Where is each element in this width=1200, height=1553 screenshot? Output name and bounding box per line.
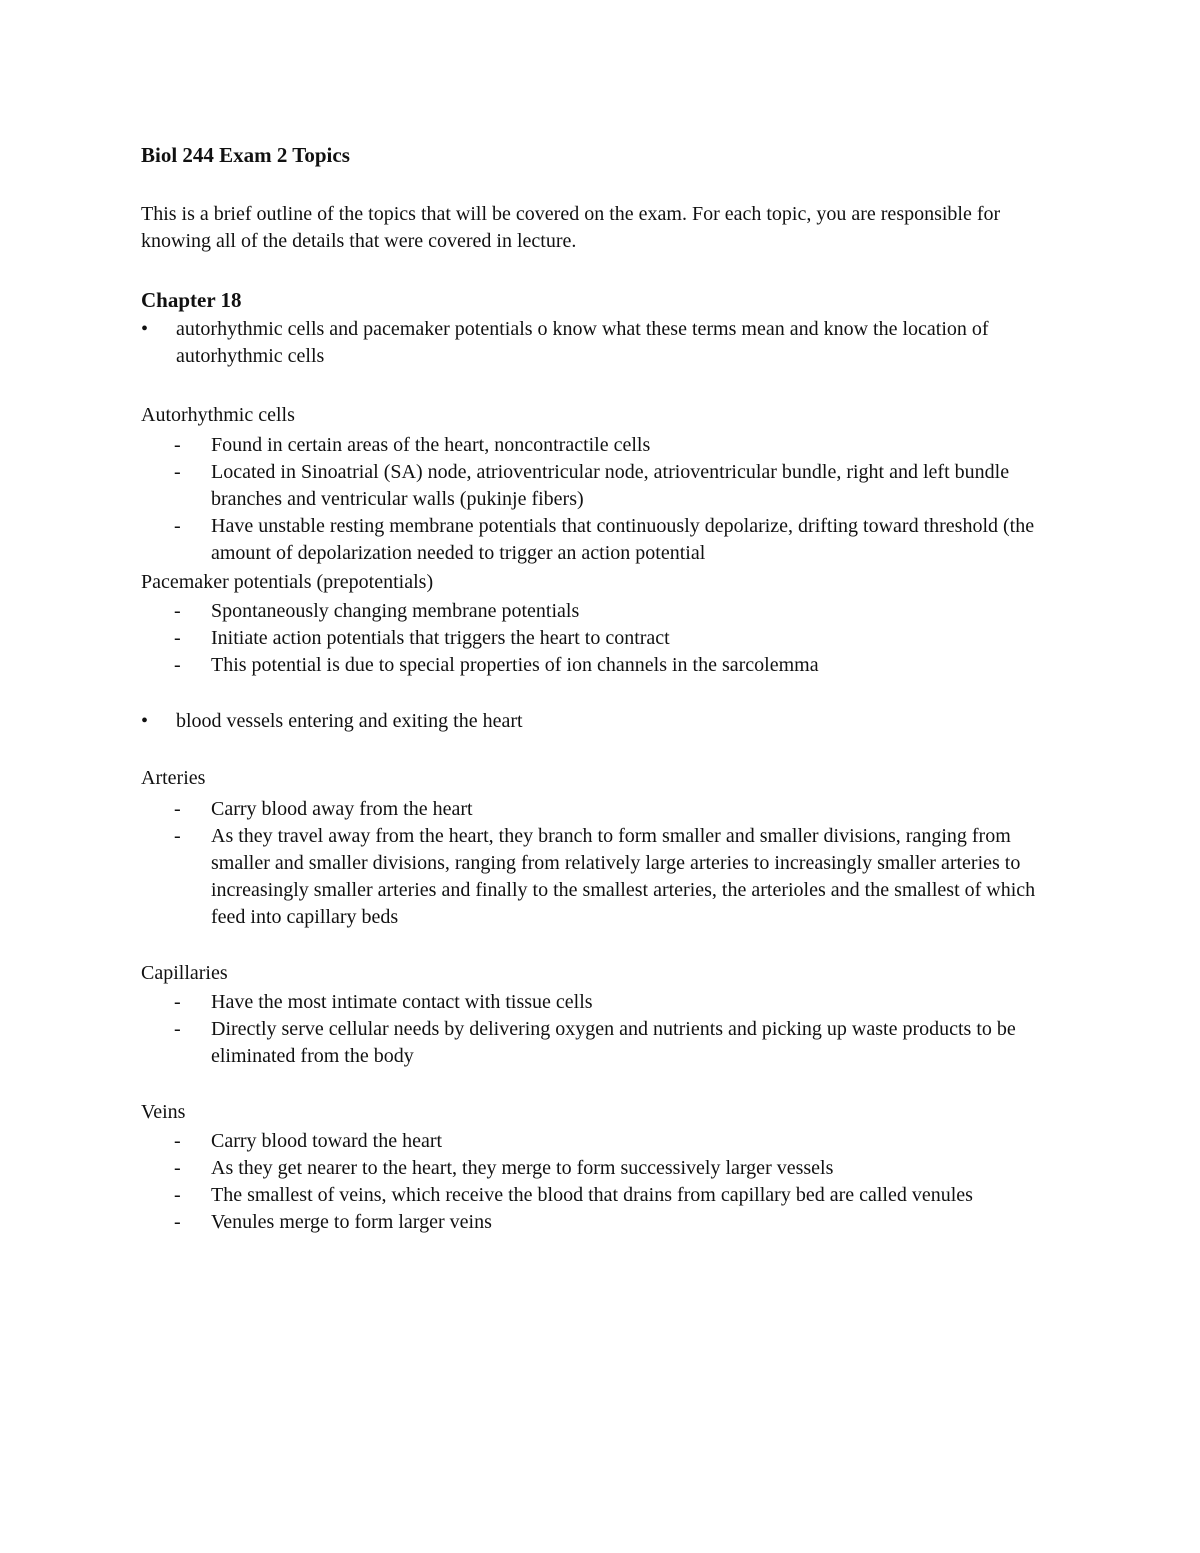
document-title: Biol 244 Exam 2 Topics xyxy=(141,143,350,167)
dash-icon: - xyxy=(174,515,181,537)
arteries-list xyxy=(141,796,1046,931)
veins-list xyxy=(141,1128,1046,1236)
section-heading-veins: Veins xyxy=(141,1101,186,1123)
list-item: - Directly serve cellular needs by delivering oxygen and nutrients and picking up waste products to be eliminated from the body xyxy=(174,1018,1016,1067)
dash-icon: - xyxy=(174,1018,181,1040)
dash-icon: - xyxy=(174,798,181,820)
bullet-text: autorhythmic cells and pacemaker potentials o know what these terms mean and know the location of autorhythmic cells xyxy=(176,318,989,367)
bullet-item xyxy=(141,708,1041,735)
list-item: - Venules merge to form larger veins xyxy=(141,1209,1046,1236)
dash-icon: - xyxy=(174,1211,181,1233)
dash-icon: - xyxy=(174,991,181,1013)
list-item: - As they travel away from the heart, they branch to form smaller and smaller divisions, ranging from smaller and smaller divisions, ranging from relatively large arteries to increasingly smaller arteries to increasingly smaller arteries and finally to the smallest arteries, the arterioles and the smallest of which feed into capillary beds xyxy=(174,825,1036,928)
dash-icon: - xyxy=(174,434,181,456)
list-item: - Found in certain areas of the heart, noncontractile cells xyxy=(141,432,1046,459)
list-item: - Carry blood toward the heart xyxy=(141,1128,1046,1155)
list-item: - Have the most intimate contact with tissue cells xyxy=(141,989,1046,1016)
dash-icon: - xyxy=(174,1130,181,1152)
dash-icon: - xyxy=(174,825,181,847)
bullet-item xyxy=(141,316,1041,370)
list-item: - Spontaneously changing membrane potentials xyxy=(141,598,1046,625)
bullet-icon: • xyxy=(141,318,149,340)
list-item: - The smallest of veins, which receive the blood that drains from capillary bed are called venules xyxy=(141,1182,1046,1209)
section-heading-capillaries: Capillaries xyxy=(141,962,228,984)
list-item: - As they get nearer to the heart, they merge to form successively larger vessels xyxy=(141,1155,1046,1182)
section-heading-pacemaker: Pacemaker potentials (prepotentials) xyxy=(141,571,434,593)
dash-icon: - xyxy=(174,654,181,676)
list-item: - Initiate action potentials that triggers the heart to contract xyxy=(141,625,1046,652)
bullet-text: blood vessels entering and exiting the heart xyxy=(176,710,523,732)
chapter-heading: Chapter 18 xyxy=(141,288,242,312)
pacemaker-list xyxy=(141,598,1046,679)
dash-icon: - xyxy=(174,1184,181,1206)
dash-icon: - xyxy=(174,461,181,483)
list-item: - This potential is due to special properties of ion channels in the sarcolemma xyxy=(141,652,1046,679)
list-item: - Carry blood away from the heart xyxy=(141,796,1046,823)
bullet-icon: • xyxy=(141,710,149,732)
section-heading-arteries: Arteries xyxy=(141,767,206,789)
list-item: - Located in Sinoatrial (SA) node, atrioventricular node, atrioventricular bundle, right and left bundle branches and ventricular walls (pukinje fibers) xyxy=(174,461,1010,510)
dash-icon: - xyxy=(174,1157,181,1179)
dash-icon: - xyxy=(174,600,181,622)
intro-paragraph: This is a brief outline of the topics that will be covered on the exam. For each topic, you are responsible for knowing all of the details that were covered in lecture. xyxy=(141,203,1001,252)
dash-icon: - xyxy=(174,627,181,649)
capillaries-list xyxy=(141,989,1046,1070)
list-item: - Have unstable resting membrane potentials that continuously depolarize, drifting toward threshold (the amount of depolarization needed to trigger an action potential xyxy=(174,515,1035,564)
section-heading-autorhythmic: Autorhythmic cells xyxy=(141,404,295,426)
autorhythmic-list xyxy=(141,432,1046,567)
